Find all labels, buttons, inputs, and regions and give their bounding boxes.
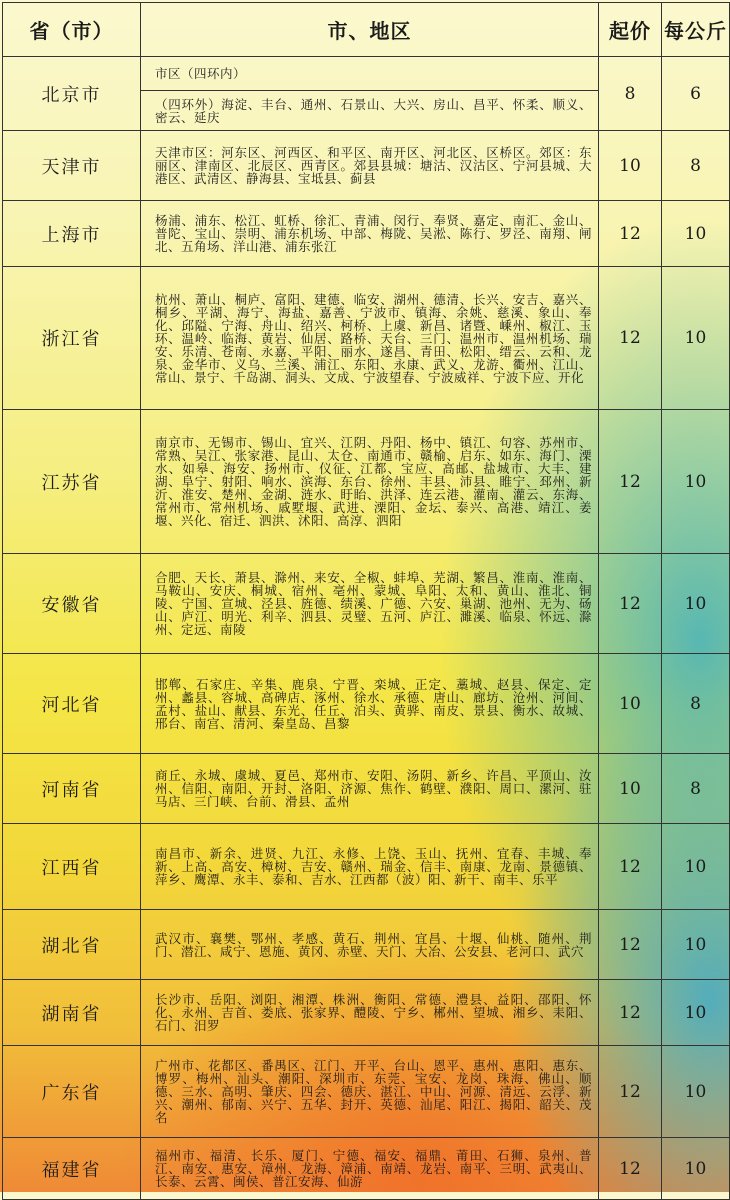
start-price-cell: 10 xyxy=(599,654,662,754)
areas-cell: 南昌市、新余、进贤、九江、永修、上饶、玉山、抚州、宜春、丰城、奉新、上高、高安、樟树、吉安、赣州、瑞金、信丰、南康、龙南、景德镇、萍乡、鹰潭、永丰、泰和、吉水、江西都（波）阳、新干、南丰、乐平 xyxy=(141,824,599,910)
areas-cell: 商丘、永城、虞城、夏邑、郑州市、安阳、汤阴、新乡、许昌、平顶山、汝州、信阳、南阳、开封、洛阳、济源、焦作、鹤壁、濮阳、周口、漯河、驻马店、三门峡、台前、滑县、孟州 xyxy=(141,754,599,824)
per-kg-cell: 8 xyxy=(662,654,730,754)
table-row xyxy=(3,910,730,980)
table-row xyxy=(3,267,730,410)
table-row xyxy=(3,201,730,267)
table-row xyxy=(3,554,730,654)
per-kg-cell: 10 xyxy=(662,824,730,910)
areas-cell: 杨浦、浦东、松江、虹桥、徐汇、青浦、闵行、奉贤、嘉定、南汇、金山、普陀、宝山、崇明、浦东机场、中部、梅陇、吴淞、陈行、罗泾、南翔、闸北、五角场、洋山港、浦东张江 xyxy=(141,201,599,267)
table-row xyxy=(3,410,730,554)
province-cell: 天津市 xyxy=(3,131,141,201)
header-province: 省（市） xyxy=(3,3,141,57)
table-header-row xyxy=(3,3,730,57)
province-cell: 上海市 xyxy=(3,201,141,267)
start-price-cell: 12 xyxy=(599,980,662,1046)
areas-cell: 杭州、萧山、桐庐、富阳、建德、临安、湖州、德清、长兴、安吉、嘉兴、桐乡、平湖、海宁、海盐、嘉善、宁波市、镇海、余姚、慈溪、象山、奉化、邱隘、宁海、舟山、绍兴、柯桥、上虞、新昌、诸暨、嵊州、椒江、玉环、温岭、临海、黄岩、仙居、路桥、天台、三门、温州市、温州机场、瑞安、乐清、苍南、永嘉、平阳、丽水、遂昌、青田、松阳、缙云、云和、龙泉、金华市、义乌、兰溪、浦江、东阳、永康、武义、龙游、衢州、江山、常山、景宁、千岛湖、洞头、文成、宁波望春、宁波威祥、宁波下应、开化 xyxy=(141,267,599,410)
table-row xyxy=(3,824,730,910)
province-cell: 安徽省 xyxy=(3,554,141,654)
areas-cell: 武汉市、襄樊、鄂州、孝感、黄石、荆州、宜昌、十堰、仙桃、随州、荆门、潜江、咸宁、恩施、黄冈、赤壁、天门、大冶、公安县、老河口、武穴 xyxy=(141,910,599,980)
province-cell: 广东省 xyxy=(3,1046,141,1138)
province-cell: 湖北省 xyxy=(3,910,141,980)
per-kg-cell: 10 xyxy=(662,201,730,267)
per-kg-cell: 10 xyxy=(662,980,730,1046)
table-row xyxy=(3,1138,730,1200)
areas-cell: 邯郸、石家庄、辛集、鹿泉、宁晋、栾城、正定、藁城、赵县、保定、定州、蠡县、容城、高碑店、涿州、徐水、承德、唐山、廊坊、沧州、河间、孟村、盐山、献县、东光、任丘、泊头、黄骅、南皮、景县、衡水、故城、邢台、南宫、清河、秦皇岛、昌黎 xyxy=(141,654,599,754)
header-per-kg: 每公斤 xyxy=(662,3,730,57)
start-price-cell: 10 xyxy=(599,131,662,201)
per-kg-cell: 8 xyxy=(662,754,730,824)
shipping-rate-table xyxy=(2,2,730,1200)
per-kg-cell: 10 xyxy=(662,267,730,410)
province-cell: 浙江省 xyxy=(3,267,141,410)
start-price-cell: 12 xyxy=(599,201,662,267)
table-row xyxy=(3,57,730,91)
areas-cell: 南京市、无锡市、锡山、宜兴、江阴、丹阳、杨中、镇江、句容、苏州市、常熟、吴江、张家港、昆山、太仓、南通市、赣榆、启东、如东、海门、溧水、如皋、海安、扬州市、仪征、江都、宝应、高邮、盐城市、大丰、建湖、阜宁、射阳、响水、滨海、东台、徐州、丰县、沛县、睢宁、邳州、新沂、淮安、楚州、金湖、涟水、盱眙、洪泽、连云港、灌南、灌云、东海、常州市、常州机场、戚墅堰、武进、溧阳、金坛、泰兴、高港、靖江、姜堰、兴化、宿迁、泗洪、沭阳、高淳、泗阳 xyxy=(141,410,599,554)
areas-cell: 长沙市、岳阳、浏阳、湘潭、株洲、衡阳、常德、澧县、益阳、邵阳、怀化、永州、吉首、娄底、张家界、醴陵、宁乡、郴州、望城、湘乡、耒阳、石门、汨罗 xyxy=(141,980,599,1046)
areas-cell: 市区（四环内） xyxy=(141,57,599,91)
table-row xyxy=(3,754,730,824)
table-row xyxy=(3,1046,730,1138)
per-kg-cell: 6 xyxy=(662,57,730,131)
areas-cell: 天津市区：河东区、河西区、和平区、南开区、河北区、区桥区。郊区：东丽区、津南区、北辰区、西青区。郊县县城：塘沽、汉沽区、宁河县城、大港区、武清区、静海县、宝坻县、蓟县 xyxy=(141,131,599,201)
start-price-cell: 12 xyxy=(599,267,662,410)
start-price-cell: 12 xyxy=(599,554,662,654)
province-cell: 湖南省 xyxy=(3,980,141,1046)
areas-cell: （四环外）海淀、丰台、通州、石景山、大兴、房山、昌平、怀柔、顺义、密云、延庆 xyxy=(141,91,599,131)
province-cell: 北京市 xyxy=(3,57,141,131)
province-cell: 江西省 xyxy=(3,824,141,910)
province-cell: 河北省 xyxy=(3,654,141,754)
start-price-cell: 12 xyxy=(599,910,662,980)
province-cell: 河南省 xyxy=(3,754,141,824)
start-price-cell: 8 xyxy=(599,57,662,131)
per-kg-cell: 10 xyxy=(662,910,730,980)
table-row xyxy=(3,131,730,201)
per-kg-cell: 8 xyxy=(662,131,730,201)
table-row xyxy=(3,980,730,1046)
province-cell: 江苏省 xyxy=(3,410,141,554)
per-kg-cell: 10 xyxy=(662,554,730,654)
areas-cell: 广州市、花都区、番禺区、江门、开平、台山、恩平、惠州、惠阳、惠东、博罗、梅州、汕头、潮阳、深圳市、东莞、宝安、龙岗、珠海、佛山、顺德、三水、高明、肇庆、四会、德庆、湛江、中山、河源、清远、云浮、新兴、潮州、郁南、兴宁、五华、封开、英德、汕尾、阳江、揭阳、韶关、茂名 xyxy=(141,1046,599,1138)
province-cell: 福建省 xyxy=(3,1138,141,1200)
per-kg-cell: 10 xyxy=(662,410,730,554)
areas-cell: 合肥、天长、萧县、滁州、来安、全椒、蚌埠、芜湖、繁昌、淮南、淮南、马鞍山、安庆、桐城、宿州、亳州、蒙城、阜阳、太和、黄山、淮北、铜陵、宁国、宣城、泾县、旌德、绩溪、广德、六安、巢湖、池州、无为、砀山、庐江、明光、利辛、泗县、灵璧、五河、庐江、濉溪、临泉、怀远、滁州、定远、南陵 xyxy=(141,554,599,654)
per-kg-cell: 10 xyxy=(662,1046,730,1138)
start-price-cell: 12 xyxy=(599,824,662,910)
areas-cell: 福州市、福清、长乐、厦门、宁德、福安、福鼎、莆田、石狮、泉州、普江、南安、惠安、漳州、龙海、漳浦、南靖、龙岩、南平、三明、武夷山、长泰、云霄、闽侯、普江安海、仙游 xyxy=(141,1138,599,1200)
header-start-price: 起价 xyxy=(599,3,662,57)
start-price-cell: 12 xyxy=(599,1138,662,1200)
per-kg-cell: 10 xyxy=(662,1138,730,1200)
start-price-cell: 10 xyxy=(599,754,662,824)
table-row xyxy=(3,654,730,754)
start-price-cell: 12 xyxy=(599,410,662,554)
header-areas: 市、地区 xyxy=(141,3,599,57)
start-price-cell: 12 xyxy=(599,1046,662,1138)
